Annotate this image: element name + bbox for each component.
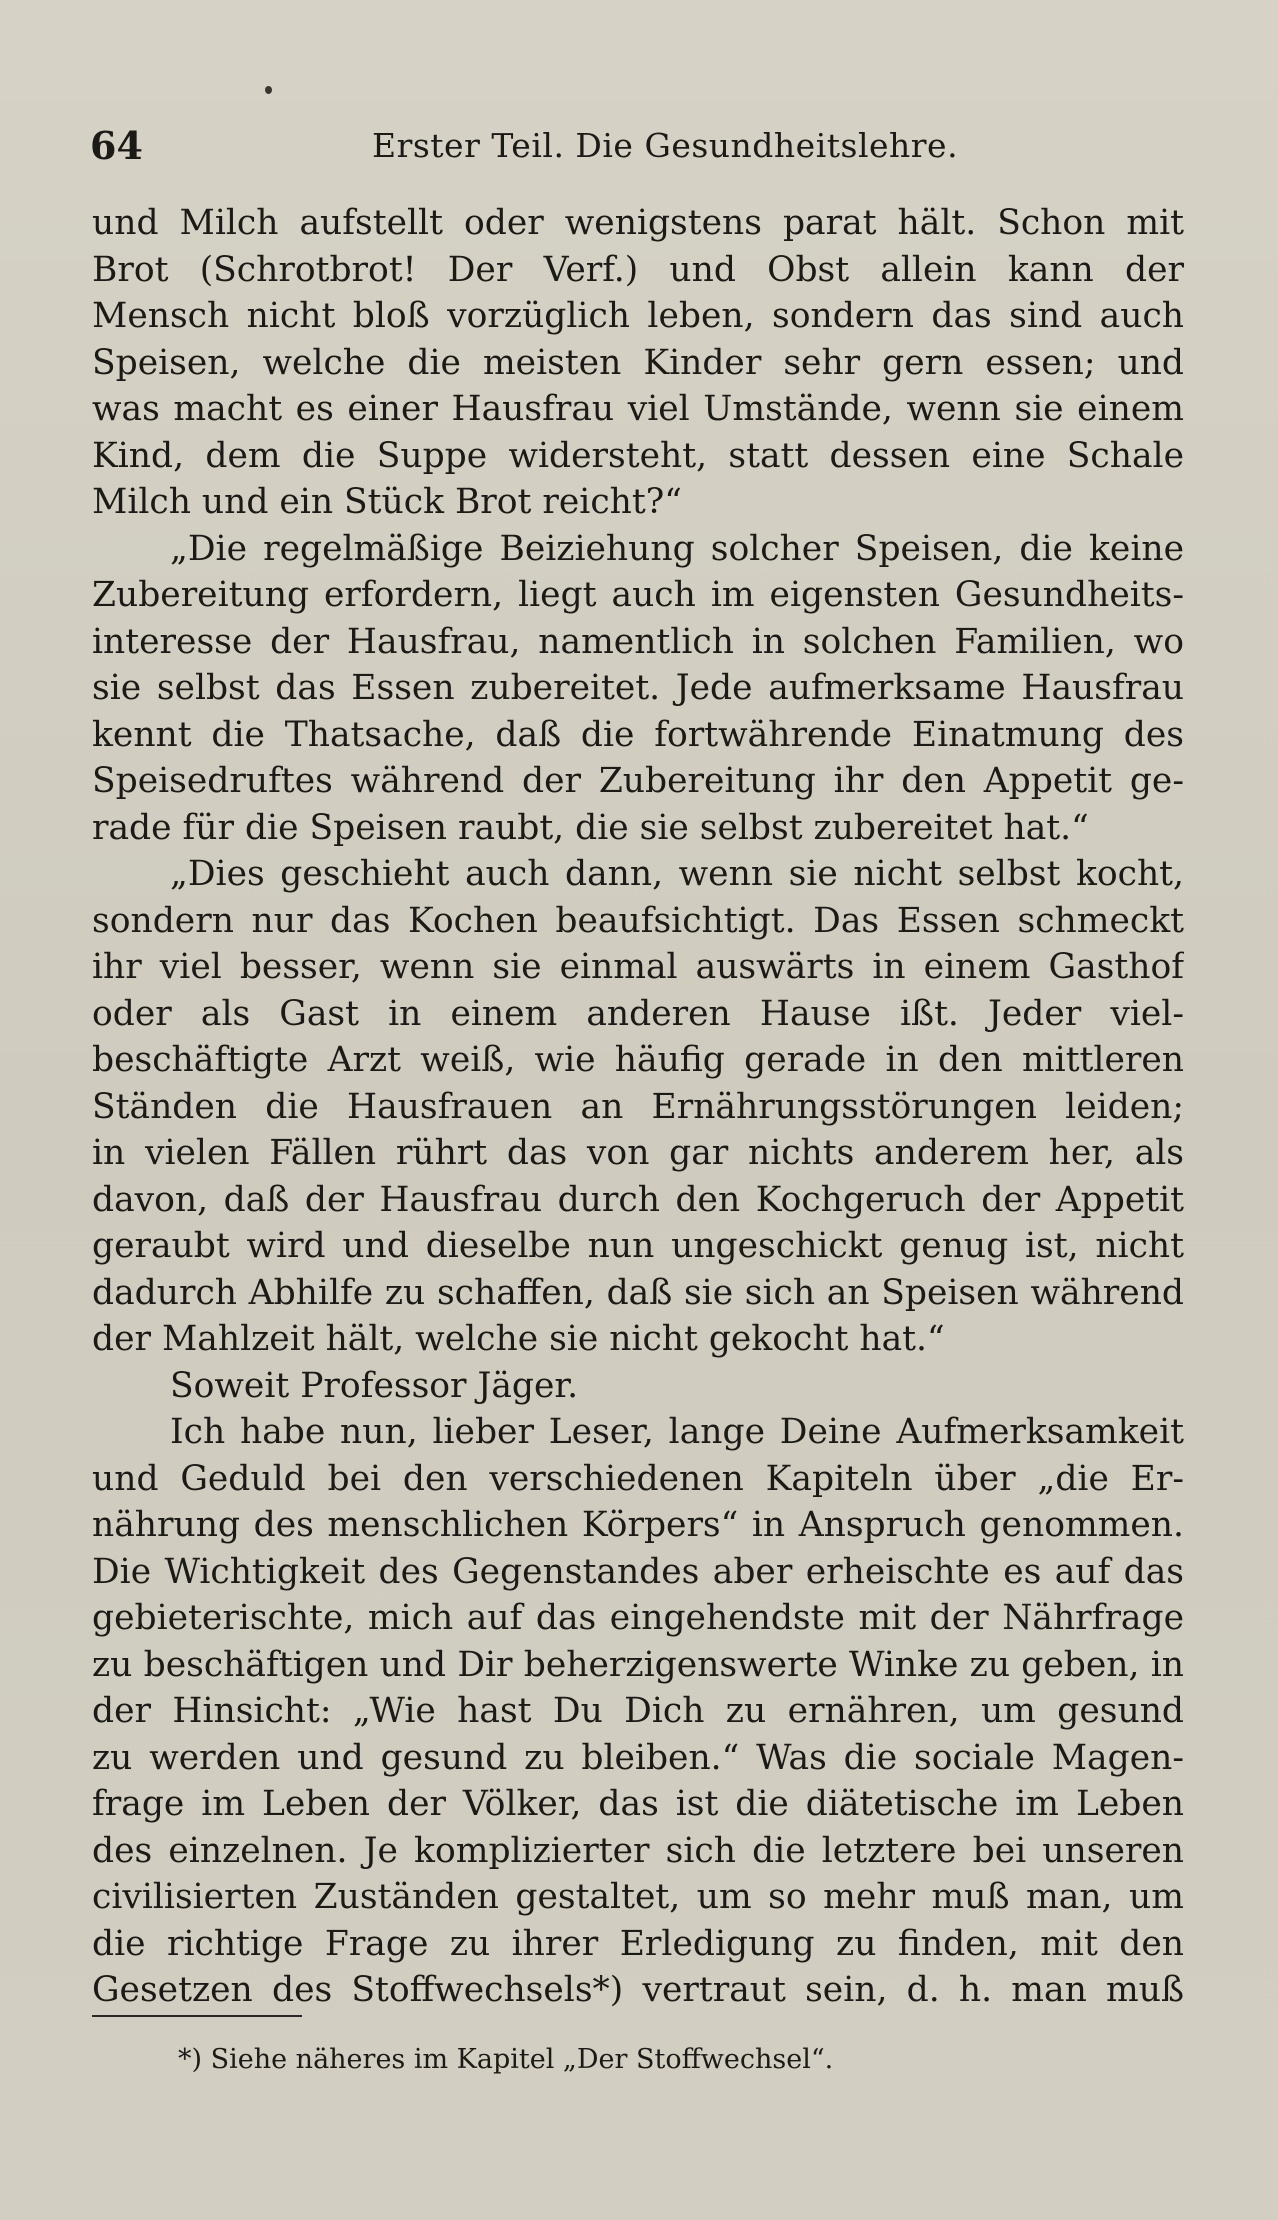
text-line: gebieterischte, mich auf das eingehendste mit der Nährfrage (92, 1598, 1184, 1638)
text-line: in vielen Fällen rührt das von gar nichts anderem her, als (92, 1133, 1184, 1173)
text-line: Die Wichtigkeit des Gegenstandes aber erheischte es auf das (92, 1551, 1184, 1592)
text-line: dadurch Abhilfe zu schaffen, daß sie sich an Speisen während (92, 1272, 1184, 1313)
running-head: Erster Teil. Die Gesundheitslehre. (372, 126, 959, 165)
text-line: sondern nur das Kochen beaufsichtigt. Das Essen schmeckt (92, 900, 1184, 941)
text-line: Soweit Professor Jäger. (170, 1365, 579, 1406)
text-line: und Milch aufstellt oder wenigstens parat hält. Schon mit (92, 203, 1184, 243)
text-line: „Dies geschieht auch dann, wenn sie nicht selbst kocht, (170, 854, 1184, 894)
text-line: civilisierten Zuständen gestaltet, um so mehr muß man, um (92, 1877, 1184, 1917)
footnote-rule (92, 2015, 302, 2017)
text-line: die richtige Frage zu ihrer Erledigung zu finden, mit den (92, 1923, 1184, 1964)
body-text (92, 200, 1184, 2014)
text-line: geraubt wird und dieselbe nun ungeschickt genug ist, nicht (92, 1226, 1184, 1266)
text-line: kennt die Thatsache, daß die fortwährende Einatmung des (92, 714, 1184, 755)
text-line: der Mahlzeit hält, welche sie nicht gekocht hat.“ (92, 1319, 945, 1359)
text-line: rade für die Speisen raubt, die sie selbst zubereitet hat.“ (92, 807, 1089, 848)
text-line: oder als Gast in einem anderen Hause ißt. Jeder viel- (92, 993, 1184, 1034)
text-line: der Hinsicht: „Wie hast Du Dich zu ernähren, um gesund (92, 1691, 1184, 1731)
text-line: Milch und ein Stück Brot reicht?“ (92, 482, 682, 522)
text-line: nährung des menschlichen Körpers“ in Anspruch genommen. (92, 1505, 1184, 1545)
page-header (90, 120, 1205, 172)
text-line: Kind, dem die Suppe widersteht, statt dessen eine Schale (92, 435, 1184, 476)
text-line: sie selbst das Essen zubereitet. Jede aufmerksame Hausfrau (92, 668, 1184, 708)
text-line: ihr viel besser, wenn sie einmal auswärts in einem Gasthof (92, 947, 1184, 987)
text-line: frage im Leben der Völker, das ist die diätetische im Leben (92, 1784, 1184, 1824)
text-line: und Geduld bei den verschiedenen Kapiteln über „die Er- (92, 1458, 1184, 1499)
text-line: Speisedruftes während der Zubereitung ihr den Appetit ge- (92, 761, 1184, 801)
text-line: Brot (Schrotbrot! Der Verf.) und Obst allein kann der (92, 249, 1184, 290)
text-line: Gesetzen des Stoffwechsels*) vertraut sein, d. h. man muß (92, 1970, 1184, 2010)
text-line: Speisen, welche die meisten Kinder sehr gern essen; und (92, 342, 1184, 383)
page-number: 64 (90, 123, 143, 168)
text-line: Ständen die Hausfrauen an Ernährungsstörungen leiden; (92, 1086, 1184, 1127)
text-line: interesse der Hausfrau, namentlich in solchen Familien, wo (92, 621, 1184, 662)
text-line: Ich habe nun, lieber Leser, lange Deine Aufmerksamkeit (170, 1412, 1184, 1452)
text-line: Zubereitung erfordern, liegt auch im eigensten Gesundheits- (92, 575, 1184, 615)
text-line: davon, daß der Hausfrau durch den Kochgeruch der Appetit (92, 1179, 1184, 1220)
text-line: beschäftigte Arzt weiß, wie häufig gerade in den mittleren (92, 1040, 1184, 1080)
text-line: was macht es einer Hausfrau viel Umstände, wenn sie einem (92, 389, 1184, 429)
text-line: des einzelnen. Je komplizierter sich die letztere bei unseren (92, 1830, 1184, 1871)
text-line: zu beschäftigen und Dir beherzigenswerte Winke zu geben, in (92, 1644, 1184, 1685)
text-line: „Die regelmäßige Beiziehung solcher Speisen, die keine (170, 528, 1184, 569)
text-line: zu werden und gesund zu bleiben.“ Was die sociale Magen- (92, 1737, 1184, 1778)
footnote: *) Siehe näheres im Kapitel „Der Stoffwechsel“. (178, 2044, 834, 2075)
text-line: Mensch nicht bloß vorzüglich leben, sondern das sind auch (92, 296, 1184, 336)
ink-speck (265, 86, 272, 94)
